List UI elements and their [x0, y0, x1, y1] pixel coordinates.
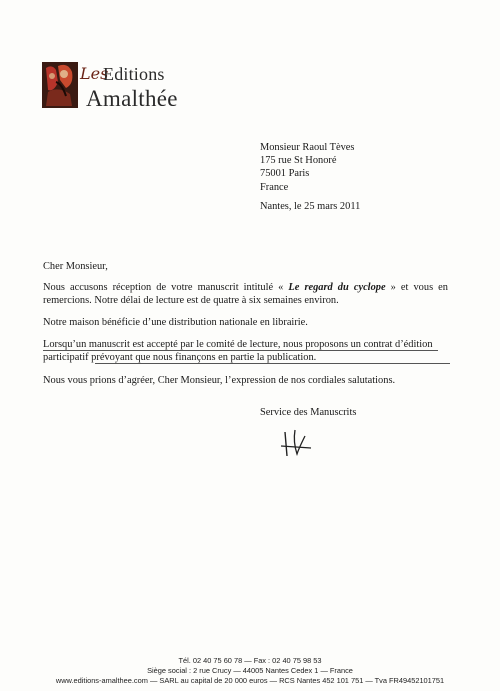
logo-les: Les: [80, 64, 109, 83]
signature-icon: [279, 428, 313, 460]
paragraph-distribution: Notre maison bénéficie d’une distribution nationale en librairie.: [43, 317, 308, 328]
recipient-street: 175 rue St Honoré: [260, 155, 337, 167]
footer-contact: Tél. 02 40 75 60 78 — Fax : 02 40 75 98 53: [178, 656, 322, 665]
paragraph-acknowledgement: [43, 281, 448, 307]
p1-before: Nous accusons réception de votre manuscrit intitulé «: [43, 282, 289, 293]
salutation: Cher Monsieur,: [43, 261, 108, 272]
handwritten-line: [95, 363, 450, 364]
handwritten-line: [43, 350, 438, 351]
paragraph-contract: Lorsqu’un manuscrit est accepté par le comité de lecture, nous proposons un contrat d’édition participatif prévoyant que nous finançons en partie la publication.: [43, 339, 433, 364]
letter-date: Nantes, le 25 mars 2011: [260, 201, 361, 212]
paragraph-closing: Nous vous prions d’agréer, Cher Monsieur, l’expression de nos cordiales salutations.: [43, 375, 396, 386]
manuscript-title: Le regard du cyclope: [288, 282, 386, 293]
signoff: Service des Manuscrits: [260, 407, 357, 418]
recipient-country: France: [260, 181, 289, 193]
recipient-name: Monsieur Raoul Tèves: [260, 142, 355, 153]
p1-after: » et vous en remercions. Notre délai de lecture est de quatre à six semaines environ.: [43, 282, 448, 307]
footer-legal: www.editions-amalthee.com — SARL au capital de 20 000 euros — RCS Nantes 452 101 751 — Tva FR49452101751: [55, 676, 445, 685]
logo-amalthee: Amalthée: [86, 86, 178, 111]
logo-editions: Editions: [103, 64, 165, 84]
footer-address: Siège social : 2 rue Crucy — 44005 Nantes Cedex 1 — France: [147, 666, 353, 675]
recipient-address: [260, 141, 354, 194]
recipient-city: 75001 Paris: [260, 168, 310, 180]
publisher-logo-icon: [42, 62, 78, 108]
